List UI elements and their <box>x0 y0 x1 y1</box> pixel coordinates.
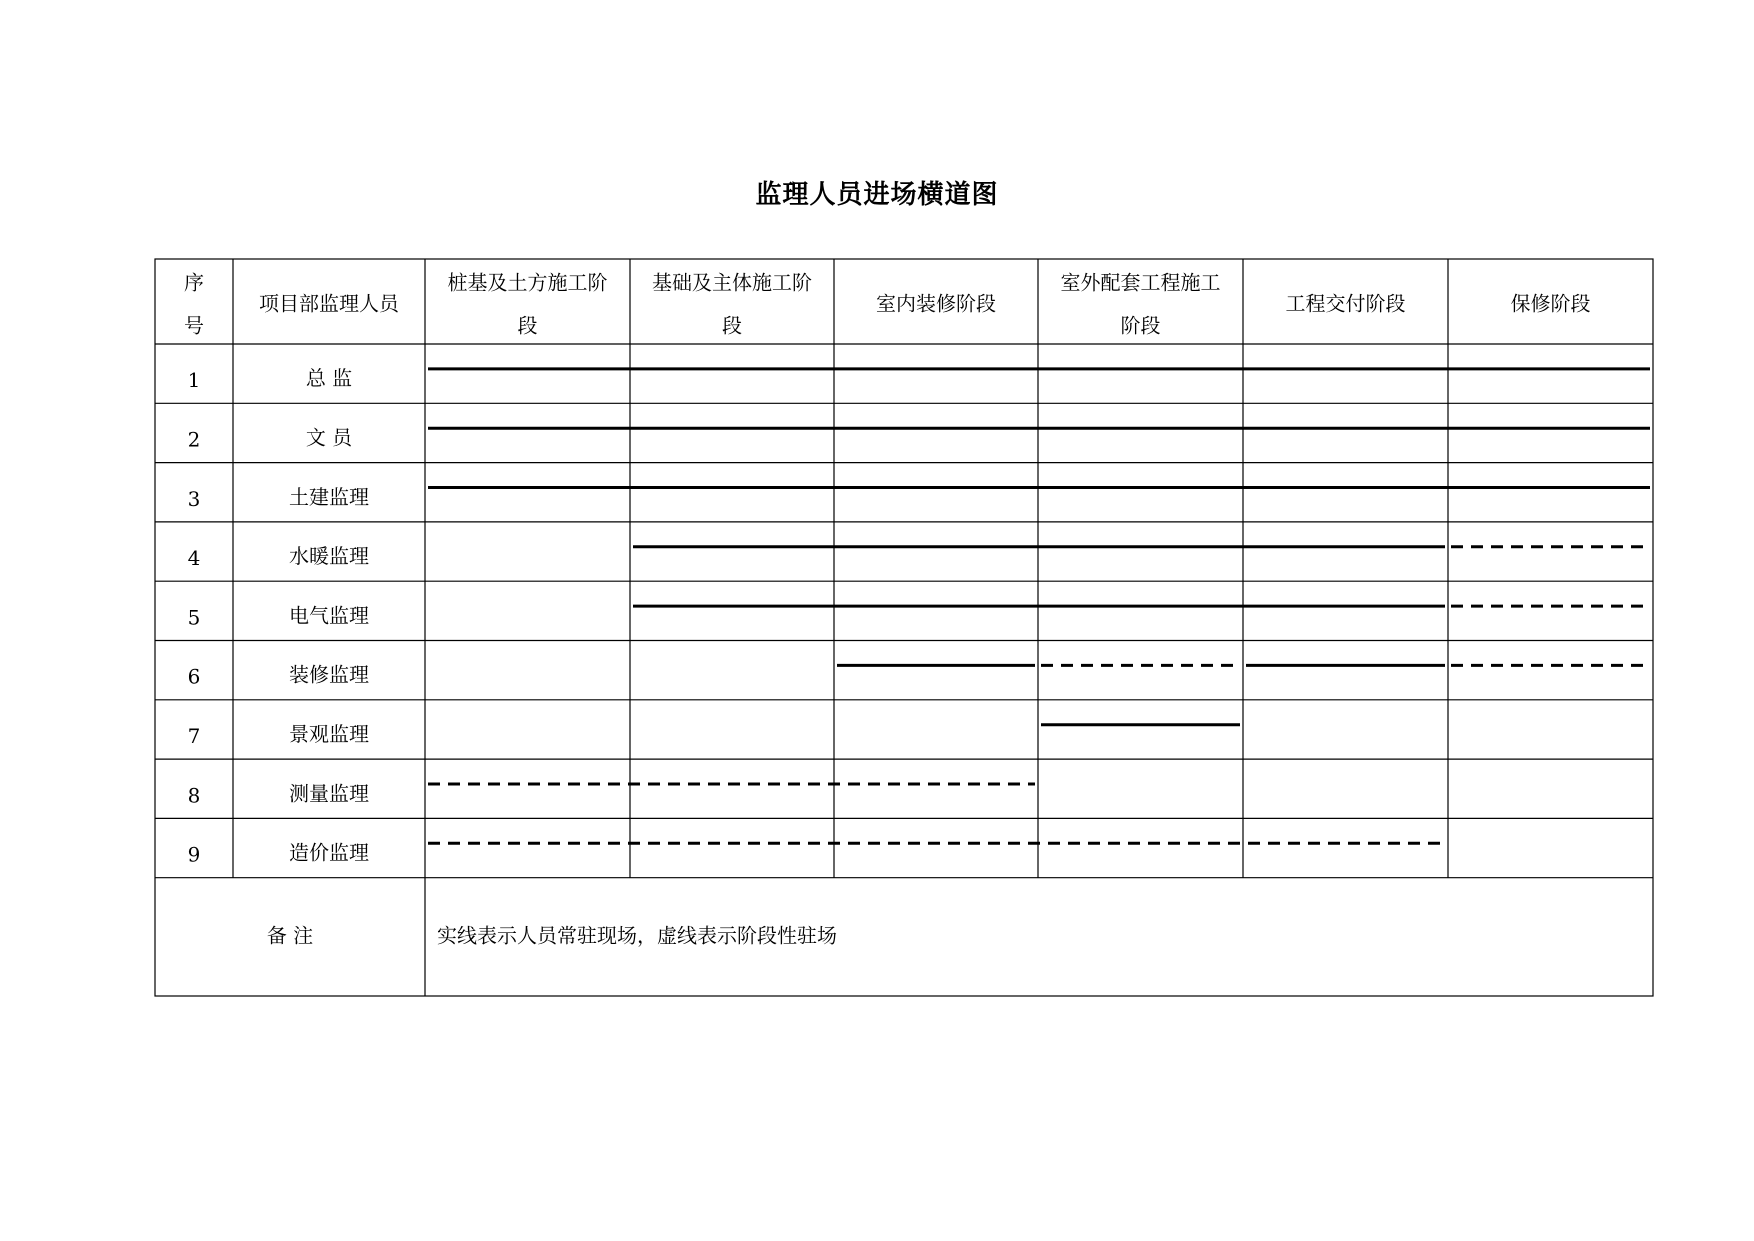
header-phase-line1: 室外配套工程施工 <box>1060 270 1221 295</box>
header-seq-line2: 号 <box>184 313 204 338</box>
header-phase-line2: 段 <box>722 313 742 338</box>
row-personnel-name: 文 员 <box>305 425 353 450</box>
remark-label: 备 注 <box>266 923 314 948</box>
row-personnel-name: 水暖监理 <box>289 544 369 569</box>
header-seq-line1: 序 <box>184 270 204 295</box>
page-title: 监理人员进场横道图 <box>755 180 999 210</box>
header-phase-line1: 基础及主体施工阶 <box>652 270 812 295</box>
row-seq: 6 <box>187 664 201 689</box>
header-phase-line1: 桩基及土方施工阶 <box>447 270 608 295</box>
header-personnel: 项目部监理人员 <box>259 291 399 316</box>
row-seq: 1 <box>187 368 201 393</box>
row-seq: 5 <box>187 605 201 630</box>
row-seq: 8 <box>187 783 201 808</box>
remark-text: 实线表示人员常驻现场，虚线表示阶段性驻场 <box>437 923 837 948</box>
header-phase: 保修阶段 <box>1510 291 1591 316</box>
row-personnel-name: 测量监理 <box>289 781 369 806</box>
row-personnel-name: 装修监理 <box>289 662 369 687</box>
row-personnel-name: 景观监理 <box>289 721 369 746</box>
row-seq: 9 <box>187 842 201 867</box>
header-phase-line2: 段 <box>517 313 538 338</box>
header-phase-line2: 阶段 <box>1120 313 1161 338</box>
row-seq: 3 <box>187 486 201 511</box>
row-seq: 4 <box>187 546 201 571</box>
row-personnel-name: 电气监理 <box>289 603 369 628</box>
row-personnel-name: 土建监理 <box>289 484 369 509</box>
header-phase: 室内装修阶段 <box>876 291 996 316</box>
row-seq: 7 <box>187 723 201 748</box>
row-seq: 2 <box>187 427 201 452</box>
row-personnel-name: 总 监 <box>305 366 353 391</box>
row-personnel-name: 造价监理 <box>289 840 369 865</box>
header-phase: 工程交付阶段 <box>1285 291 1406 316</box>
